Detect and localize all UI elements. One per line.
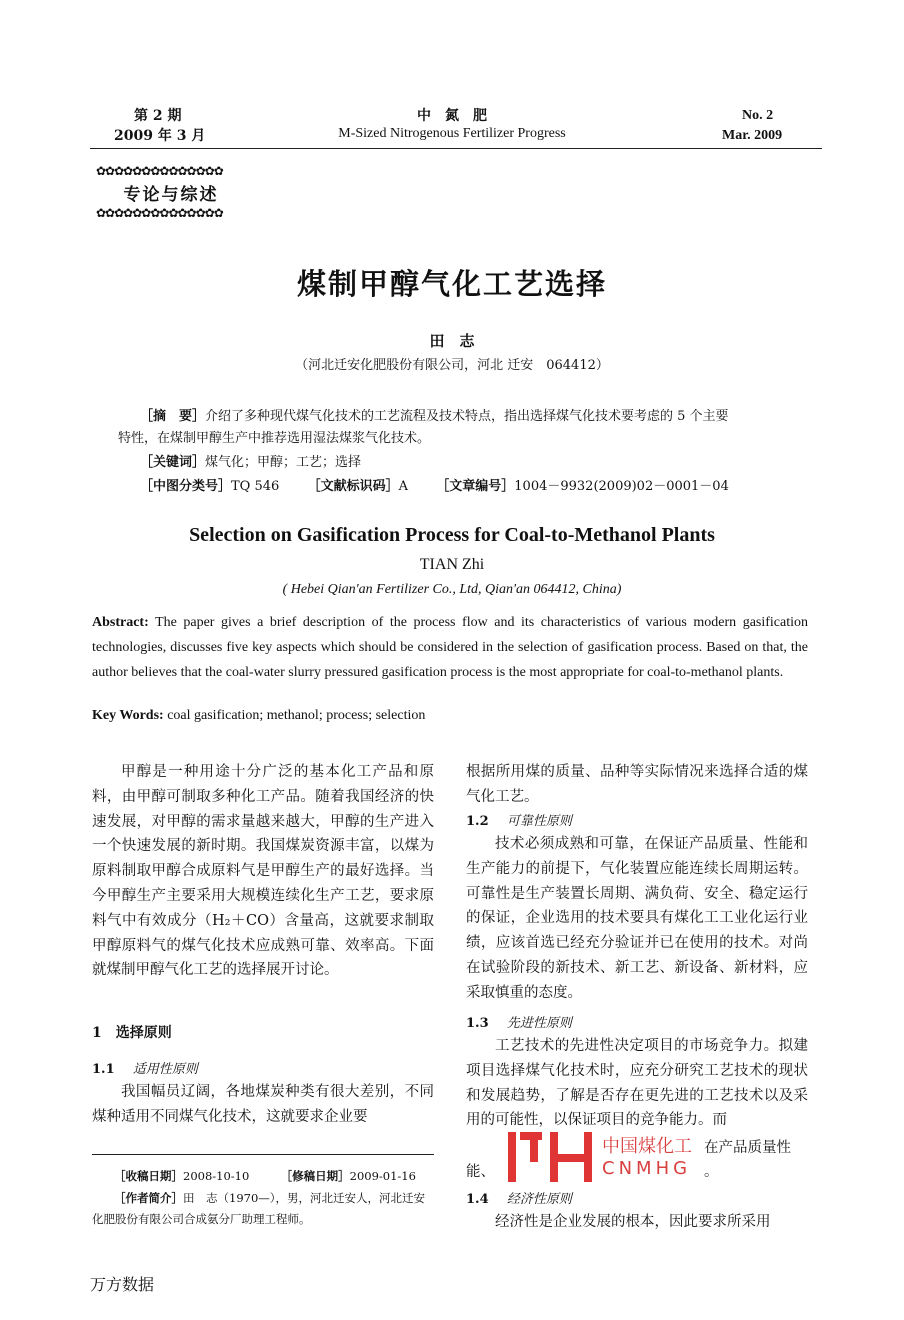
section-1-1-num: 1.1 [92,1062,115,1077]
header-rule [90,148,822,149]
article-no-label: ［文章编号］ [436,479,515,494]
revised-date: 2009-01-16 [349,1169,416,1183]
header-date-en: Mar. 2009 [722,128,783,143]
article-no-value: 1004－9932(2009)02－0001－04 [514,479,729,494]
section-1-3-title: 先进性原则 [506,1016,572,1031]
section-1-4-paragraph [466,1210,808,1235]
section-1-2-heading [466,810,572,829]
author-bio: 田 志（1970—），男，河北迁安人，河北迁安化肥股份有限公司合成氨分厂助理工程师。 [92,1191,426,1226]
section-1-3-text: 工艺技术的先进性决定项目的市场竞争力。拟建项目选择煤气化技术时，应充分研究工艺技术的现状和发展趋势，了解是否存在更先进的工艺技术以及采用的可能性，以保证项目的竞争能力。而 [466,1038,808,1129]
author-bio-label: ［作者简介］ [114,1191,183,1205]
author-zh: 田 志 [429,332,475,350]
doc-code-value: A [398,479,408,494]
abstract-en-text: The paper gives a brief description of the process flow and its characteristics of various modern gasification technologies, discusses five key aspects which should be considered in the selection of gasification process. Based on that, the author believes that the coal-water slurry pressured gasification process is the most appropriate for coal-to-methanol plants. [92,615,808,680]
clc-label: ［中图分类号］ [140,479,232,494]
section-1-3-last-a: 能、 [466,1164,495,1180]
wanfang-label: 万方数据 [90,1275,155,1294]
abstract-zh-text1: 介绍了多种现代煤气化技术的工艺流程及技术特点，指出选择煤气化技术要考虑的 5 个主要 [205,409,729,424]
keywords-zh-label: ［关键词］ [140,455,206,470]
keywords-en-line [92,708,425,724]
section-1-4-num: 1.4 [466,1192,489,1207]
received-label: ［收稿日期］ [114,1169,183,1183]
header-date-zh: 2009 年 3 月 [114,128,206,144]
section-1-2-text: 技术必须成熟和可靠，在保证产品质量、性能和生产能力的前提下，气化装置应能连续长周期运转。可靠性是生产装置长周期、满负荷、安全、稳定运行的保证，企业选用的技术要具有煤化工工业化运行业绩，应该首选已经充分验证并已在使用的技术。对尚在试验阶段的新技术、新工艺、新设备、新材料，应采取慎重的态度。 [466,836,808,1001]
author-en: TIAN Zhi [419,556,485,573]
title-en: Selection on Gasification Process for Coal-to-Methanol Plants [189,524,715,546]
right-cont-paragraph [466,760,808,810]
footnote-rule [92,1154,434,1155]
badge-border-top: ✿✿✿✿✿✿✿✿✿✿✿✿✿✿ [96,164,223,178]
continued-text: 根据所用煤的质量、品种等实际情况来选择合适的煤气化工艺。 [466,764,808,805]
abstract-en-label: Abstract: [92,615,149,630]
header-journal-en: M-Sized Nitrogenous Fertilizer Progress [338,126,566,141]
header-issue-zh: 第 2 期 [134,108,182,124]
revised-label: ［修稿日期］ [280,1169,350,1183]
classification-line [140,476,729,498]
section-1-2-title: 可靠性原则 [506,814,572,829]
section-1-3-heading [466,1012,572,1031]
abstract-zh-label: ［摘 要］ [140,409,206,424]
keywords-zh-line [140,452,361,474]
section-1-1-paragraph [92,1080,434,1130]
affiliation-zh: （河北迁安化肥股份有限公司，河北 迁安 064412） [295,358,609,373]
left-intro-paragraph [92,760,434,983]
keywords-en-label: Key Words: [92,708,164,723]
watermark [506,1128,816,1186]
header-issue-en: No. 2 [742,108,774,123]
section-1-4-title: 经济性原则 [506,1192,572,1207]
intro-text: 甲醇是一种用途十分广泛的基本化工产品和原料，由甲醇可制取多种化工产品。随着我国经济的快速发展，对甲醇的需求量越来越大，甲醇的生产进入一个快速发展的新时期。我国煤炭资源丰富，以煤为原料制取甲醇合成原料气是甲醇生产的最好选择。当今甲醇生产主要采用大规模连续化生产工艺，要求原料气中有效成分（H₂＋CO）含量高，这就要求制取甲醇原料气的煤气化技术应成熟可靠、效率高。下面就煤制甲醇气化工艺的选择展开讨论。 [92,764,434,979]
section-1-1-heading [92,1058,198,1077]
section-1-3-last-b: 。 [704,1164,719,1180]
watermark-name-zh: 中国煤化工 [602,1136,692,1157]
abstract-en [92,610,808,685]
received-date: 2008-10-10 [183,1169,250,1183]
section-1-1-title: 适用性原则 [132,1062,198,1077]
section-1-4-heading [466,1188,572,1207]
watermark-name-en: CNMHG [602,1158,692,1179]
keywords-zh: 煤气化；甲醇；工艺；选择 [205,455,362,470]
header-journal-zh: 中 氮 肥 [417,108,487,124]
footnote-author [92,1188,434,1230]
section-1-1-text: 我国幅员辽阔，各地煤炭种类有很大差别，不同煤种适用不同煤气化技术，这就要求企业要 [92,1084,434,1125]
badge-border-bottom: ✿✿✿✿✿✿✿✿✿✿✿✿✿✿ [96,206,223,220]
column-badge-label: 专论与综述 [123,185,219,205]
title-zh: 煤制甲醇气化工艺选择 [296,267,607,301]
footnote-dates [114,1166,416,1187]
abstract-zh-text2: 特性，在煤制甲醇生产中推荐选用湿法煤浆气化技术。 [118,431,431,446]
section-1-4-text: 经济性是企业发展的根本，因此要求所采用 [495,1214,771,1230]
watermark-logo-bar [508,1132,516,1182]
section-1-heading: 1 选择原则 [92,1025,172,1041]
watermark-logo-bar [530,1132,538,1162]
clc-value: TQ 546 [231,479,280,494]
doc-code-label: ［文献标识码］ [307,479,399,494]
section-1-2-paragraph [466,832,808,1006]
affiliation-en: ( Hebei Qian'an Fertilizer Co., Ltd, Qian'an 064412, China) [282,582,622,597]
section-1-3-paragraph [466,1034,808,1134]
abstract-zh-line1 [140,406,820,428]
keywords-en: coal gasification; methanol; process; selection [163,708,426,723]
column-badge [92,162,250,222]
section-1-3-tail: 在产品质量性 [704,1140,791,1156]
watermark-logo-bar [584,1132,592,1182]
section-1-2-num: 1.2 [466,814,489,829]
section-1-3-num: 1.3 [466,1016,489,1031]
